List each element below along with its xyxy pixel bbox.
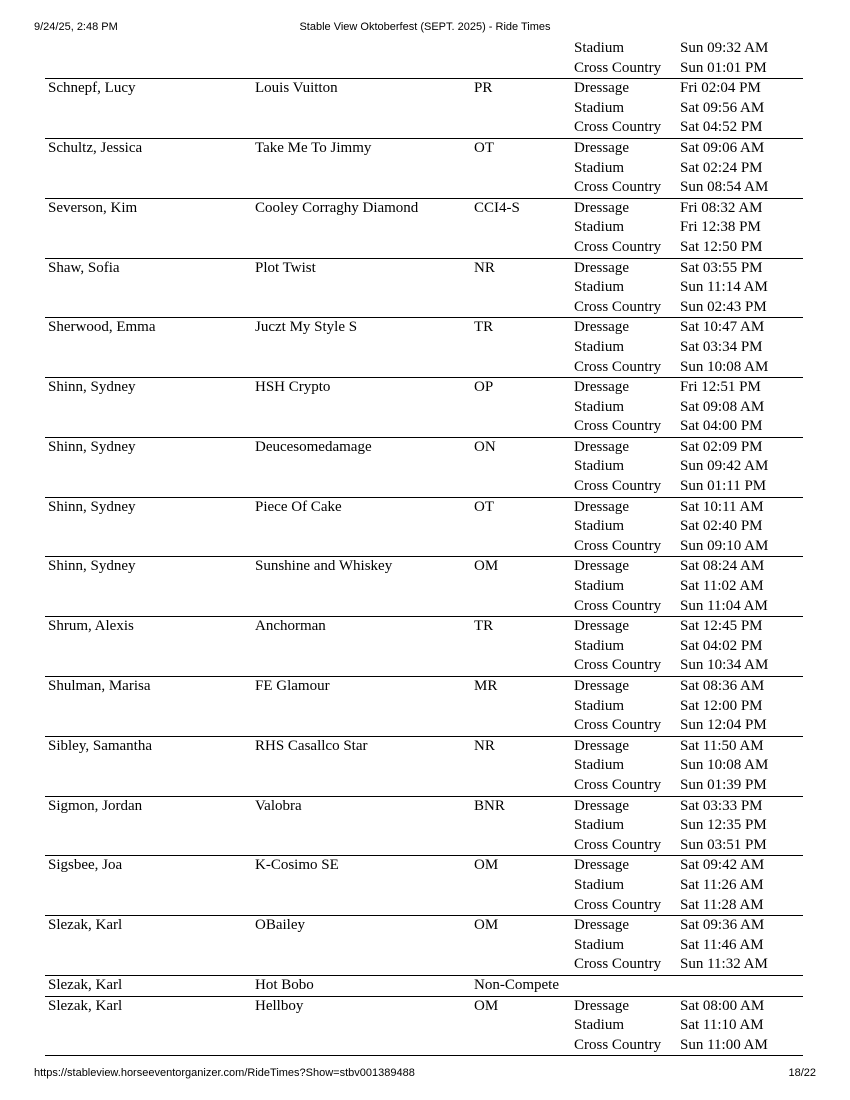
phase-name: Cross Country xyxy=(574,478,662,495)
table-row xyxy=(45,79,803,139)
phase-row xyxy=(574,39,803,59)
phase-name: Dressage xyxy=(574,498,629,515)
ride-times-table xyxy=(45,39,803,1056)
table-row xyxy=(45,39,803,79)
rider-cell: Slezak, Karl xyxy=(48,976,123,993)
division-cell: PR xyxy=(474,80,493,97)
rider-cell: Shrum, Alexis xyxy=(48,618,134,635)
ride-time: Fri 02:04 PM xyxy=(680,80,761,97)
division-cell: OT xyxy=(474,498,494,515)
horse-cell: RHS Casallco Star xyxy=(255,737,368,754)
ride-time: Sun 03:51 PM xyxy=(680,836,767,853)
ride-time: Sat 03:55 PM xyxy=(680,259,763,276)
phase-row xyxy=(574,557,803,577)
phase-name: Cross Country xyxy=(574,298,662,315)
phase-row xyxy=(574,776,803,796)
phase-row xyxy=(574,417,803,437)
phase-row xyxy=(574,259,803,279)
phase-name: Dressage xyxy=(574,199,629,216)
print-header xyxy=(0,19,850,35)
phase-row xyxy=(574,338,803,358)
table-row xyxy=(45,856,803,916)
phase-list xyxy=(574,617,803,676)
ride-time: Sun 11:32 AM xyxy=(680,956,768,973)
division-cell: OM xyxy=(474,857,499,874)
phase-row xyxy=(574,318,803,338)
phase-name: Dressage xyxy=(574,438,629,455)
page-title: Stable View Oktoberfest (SEPT. 2025) - Ride Times xyxy=(299,21,551,33)
table-row xyxy=(45,976,803,997)
horse-cell: Hot Bobo xyxy=(255,976,314,993)
phase-name: Dressage xyxy=(574,737,629,754)
phase-list xyxy=(574,498,803,557)
ride-time: Sun 01:11 PM xyxy=(680,478,767,495)
horse-cell: Valobra xyxy=(255,797,302,814)
ride-time: Sun 11:14 AM xyxy=(680,279,768,296)
phase-row xyxy=(574,79,803,99)
division-cell: NR xyxy=(474,737,495,754)
division-cell: OP xyxy=(474,379,494,396)
phase-name: Cross Country xyxy=(574,776,662,793)
table-row xyxy=(45,199,803,259)
phase-row xyxy=(574,298,803,318)
ride-time: Sun 02:43 PM xyxy=(680,298,767,315)
horse-cell: Juczt My Style S xyxy=(255,319,358,336)
print-datetime: 9/24/25, 2:48 PM xyxy=(34,21,118,33)
phase-row xyxy=(574,997,803,1017)
ride-time: Sat 09:08 AM xyxy=(680,398,765,415)
ride-time: Sat 12:00 PM xyxy=(680,697,763,714)
phase-name: Stadium xyxy=(574,876,625,893)
phase-name: Cross Country xyxy=(574,896,662,913)
ride-time: Sat 10:11 AM xyxy=(680,498,764,515)
phase-name: Cross Country xyxy=(574,59,662,76)
phase-name: Cross Country xyxy=(574,418,662,435)
ride-time: Sun 10:08 AM xyxy=(680,757,769,774)
phase-name: Stadium xyxy=(574,99,625,116)
table-row xyxy=(45,139,803,199)
phase-list xyxy=(574,976,803,996)
rider-cell: Slezak, Karl xyxy=(48,917,123,934)
rider-cell: Sigmon, Jordan xyxy=(48,797,143,814)
ride-time: Sun 09:10 AM xyxy=(680,537,769,554)
ride-time: Sat 10:47 AM xyxy=(680,319,765,336)
ride-time: Sat 04:00 PM xyxy=(680,418,763,435)
phase-row xyxy=(574,896,803,916)
division-cell: NR xyxy=(474,259,495,276)
phase-name: Cross Country xyxy=(574,956,662,973)
division-cell: OT xyxy=(474,139,494,156)
rider-cell: Slezak, Karl xyxy=(48,997,123,1014)
phase-row xyxy=(574,916,803,936)
phase-name: Stadium xyxy=(574,936,625,953)
phase-list xyxy=(574,797,803,856)
division-cell: ON xyxy=(474,438,496,455)
horse-cell: Sunshine and Whiskey xyxy=(255,558,393,575)
ride-time: Sat 12:50 PM xyxy=(680,238,763,255)
ride-time: Sun 12:04 PM xyxy=(680,717,767,734)
table-row xyxy=(45,617,803,677)
phase-row xyxy=(574,936,803,956)
ride-time: Fri 12:51 PM xyxy=(680,379,761,396)
ride-time: Fri 08:32 AM xyxy=(680,199,763,216)
rider-cell: Sherwood, Emma xyxy=(48,319,156,336)
phase-name: Dressage xyxy=(574,857,629,874)
phase-name: Stadium xyxy=(574,697,625,714)
phase-name: Cross Country xyxy=(574,358,662,375)
division-cell: CCI4-S xyxy=(474,199,520,216)
phase-row xyxy=(574,577,803,597)
horse-cell: Deucesomedamage xyxy=(255,438,372,455)
phase-row xyxy=(574,756,803,776)
phase-row xyxy=(574,118,803,138)
division-cell: OM xyxy=(474,917,499,934)
ride-time: Sun 09:32 AM xyxy=(680,40,769,56)
page-number: 18/22 xyxy=(788,1067,816,1079)
phase-name: Cross Country xyxy=(574,1036,662,1053)
horse-cell: Anchorman xyxy=(255,618,326,635)
phase-list xyxy=(574,39,803,78)
phase-row xyxy=(574,199,803,219)
phase-name: Dressage xyxy=(574,319,629,336)
horse-cell: Plot Twist xyxy=(255,259,316,276)
table-row xyxy=(45,318,803,378)
phase-list xyxy=(574,199,803,258)
ride-time: Sun 01:01 PM xyxy=(680,59,767,76)
phase-row xyxy=(574,438,803,458)
division-cell: TR xyxy=(474,319,494,336)
rider-cell: Schultz, Jessica xyxy=(48,139,143,156)
ride-time: Sat 11:50 AM xyxy=(680,737,764,754)
phase-name: Cross Country xyxy=(574,657,662,674)
phase-list xyxy=(574,737,803,796)
ride-time: Sun 08:54 AM xyxy=(680,179,769,196)
phase-name: Dressage xyxy=(574,139,629,156)
ride-time: Sat 11:46 AM xyxy=(680,936,764,953)
table-row xyxy=(45,259,803,319)
phase-name: Cross Country xyxy=(574,717,662,734)
phase-list xyxy=(574,916,803,975)
ride-time: Sun 01:39 PM xyxy=(680,776,767,793)
phase-row xyxy=(574,159,803,179)
horse-cell: Piece Of Cake xyxy=(255,498,342,515)
phase-name: Stadium xyxy=(574,518,625,535)
table-row xyxy=(45,438,803,498)
phase-name: Dressage xyxy=(574,917,629,934)
rider-cell: Shulman, Marisa xyxy=(48,678,151,694)
phase-name: Stadium xyxy=(574,159,625,176)
phase-row xyxy=(574,617,803,637)
phase-name: Stadium xyxy=(574,279,625,296)
phase-name: Stadium xyxy=(574,219,625,236)
ride-time: Sun 11:00 AM xyxy=(680,1036,768,1053)
ride-time: Sat 03:34 PM xyxy=(680,338,763,355)
phase-row xyxy=(574,398,803,418)
phase-row xyxy=(574,876,803,896)
table-row xyxy=(45,677,803,737)
table-row xyxy=(45,997,803,1057)
phase-row xyxy=(574,238,803,258)
rider-cell: Shinn, Sydney xyxy=(48,498,136,515)
phase-row xyxy=(574,697,803,717)
ride-time: Sun 10:34 AM xyxy=(680,657,769,674)
phase-row xyxy=(574,836,803,856)
horse-cell: K-Cosimo SE xyxy=(255,857,339,874)
phase-row xyxy=(574,716,803,736)
phase-name: Stadium xyxy=(574,398,625,415)
phase-row xyxy=(574,1016,803,1036)
division-cell: BNR xyxy=(474,797,505,814)
ride-time: Sun 12:35 PM xyxy=(680,817,767,834)
phase-row xyxy=(574,278,803,298)
division-cell: OM xyxy=(474,558,499,575)
ride-time: Sat 09:56 AM xyxy=(680,99,765,116)
ride-time: Sat 03:33 PM xyxy=(680,797,763,814)
phase-name: Cross Country xyxy=(574,119,662,136)
phase-name: Dressage xyxy=(574,259,629,276)
phase-name: Stadium xyxy=(574,338,625,355)
phase-name: Cross Country xyxy=(574,597,662,614)
phase-row xyxy=(574,59,803,79)
phase-row xyxy=(574,1036,803,1056)
phase-name: Dressage xyxy=(574,80,629,97)
ride-time: Sat 11:26 AM xyxy=(680,876,764,893)
horse-cell: Hellboy xyxy=(255,997,304,1014)
phase-list xyxy=(574,997,803,1056)
rider-cell: Shinn, Sydney xyxy=(48,379,136,396)
phase-row xyxy=(574,358,803,378)
phase-row xyxy=(574,856,803,876)
rider-cell: Severson, Kim xyxy=(48,199,138,216)
table-row xyxy=(45,916,803,976)
horse-cell: Louis Vuitton xyxy=(255,80,338,97)
ride-time: Sat 12:45 PM xyxy=(680,618,763,635)
phase-row xyxy=(574,517,803,537)
phase-row xyxy=(574,656,803,676)
table-row xyxy=(45,797,803,857)
phase-list xyxy=(574,259,803,318)
phase-row xyxy=(574,797,803,817)
phase-row xyxy=(574,498,803,518)
phase-list xyxy=(574,856,803,915)
phase-name: Dressage xyxy=(574,678,629,694)
phase-row xyxy=(574,139,803,159)
phase-row xyxy=(574,637,803,657)
phase-name: Dressage xyxy=(574,379,629,396)
ride-time: Sat 09:42 AM xyxy=(680,857,765,874)
rider-cell: Shinn, Sydney xyxy=(48,438,136,455)
rider-cell xyxy=(45,39,252,59)
horse-cell: Take Me To Jimmy xyxy=(255,139,372,156)
ride-time: Sat 02:40 PM xyxy=(680,518,763,535)
horse-cell: HSH Crypto xyxy=(255,379,331,396)
division-cell xyxy=(471,39,574,59)
ride-time: Sat 11:28 AM xyxy=(680,896,764,913)
horse-cell: OBailey xyxy=(255,917,305,934)
ride-time: Fri 12:38 PM xyxy=(680,219,761,236)
ride-time: Sun 11:04 AM xyxy=(680,597,768,614)
ride-time: Sat 09:06 AM xyxy=(680,139,765,156)
phase-name: Stadium xyxy=(574,1017,625,1034)
phase-name: Dressage xyxy=(574,797,629,814)
phase-name: Cross Country xyxy=(574,537,662,554)
division-cell: Non-Compete xyxy=(474,976,559,993)
phase-list xyxy=(574,557,803,616)
table-row xyxy=(45,557,803,617)
phase-row xyxy=(574,597,803,617)
phase-row xyxy=(574,677,803,697)
phase-row xyxy=(574,477,803,497)
phase-row xyxy=(574,816,803,836)
phase-row xyxy=(574,457,803,477)
ride-time: Sat 04:02 PM xyxy=(680,637,763,654)
phase-row xyxy=(574,737,803,757)
ride-time: Sun 09:42 AM xyxy=(680,458,769,475)
phase-name: Cross Country xyxy=(574,238,662,255)
phase-row xyxy=(574,178,803,198)
ride-time: Sat 08:24 AM xyxy=(680,558,765,575)
division-cell: TR xyxy=(474,618,494,635)
phase-name: Stadium xyxy=(574,817,625,834)
ride-time: Sat 02:24 PM xyxy=(680,159,763,176)
horse-cell: Cooley Corraghy Diamond xyxy=(255,199,419,216)
phase-list xyxy=(574,318,803,377)
phase-name: Cross Country xyxy=(574,836,662,853)
ride-time: Sat 02:09 PM xyxy=(680,438,763,455)
phase-name: Dressage xyxy=(574,618,629,635)
ride-time: Sat 11:02 AM xyxy=(680,578,764,595)
phase-list xyxy=(574,139,803,198)
division-cell: MR xyxy=(474,678,498,694)
rider-cell: Shinn, Sydney xyxy=(48,558,136,575)
phase-name: Stadium xyxy=(574,458,625,475)
rider-cell: Sigsbee, Joa xyxy=(48,857,123,874)
horse-cell xyxy=(252,39,471,59)
ride-time: Sat 08:00 AM xyxy=(680,997,765,1014)
phase-name: Stadium xyxy=(574,637,625,654)
phase-name: Dressage xyxy=(574,558,629,575)
ride-time: Sat 09:36 AM xyxy=(680,917,765,934)
phase-name: Stadium xyxy=(574,578,625,595)
horse-cell: FE Glamour xyxy=(255,678,330,694)
phase-name: Stadium xyxy=(574,757,625,774)
print-footer xyxy=(0,1065,850,1081)
phase-list xyxy=(574,79,803,138)
phase-row xyxy=(574,99,803,119)
table-row xyxy=(45,737,803,797)
rider-cell: Sibley, Samantha xyxy=(48,737,153,754)
table-row xyxy=(45,378,803,438)
rider-cell: Shaw, Sofia xyxy=(48,259,120,276)
ride-time: Sat 11:10 AM xyxy=(680,1017,764,1034)
phase-list xyxy=(574,378,803,437)
division-cell: OM xyxy=(474,997,499,1014)
ride-time: Sun 10:08 AM xyxy=(680,358,769,375)
phase-list xyxy=(574,677,803,736)
phase-name: Cross Country xyxy=(574,179,662,196)
phase-list xyxy=(574,438,803,497)
phase-name: Dressage xyxy=(574,997,629,1014)
phase-row xyxy=(574,218,803,238)
ride-time: Sat 04:52 PM xyxy=(680,119,763,136)
phase-name: Stadium xyxy=(574,40,625,56)
ride-time: Sat 08:36 AM xyxy=(680,678,765,694)
phase-row xyxy=(574,378,803,398)
table-row xyxy=(45,498,803,558)
rider-cell: Schnepf, Lucy xyxy=(48,80,136,97)
page-url: https://stableview.horseeventorganizer.com/RideTimes?Show=stbv001389488 xyxy=(34,1067,415,1079)
phase-row xyxy=(574,537,803,557)
phase-row xyxy=(574,955,803,975)
